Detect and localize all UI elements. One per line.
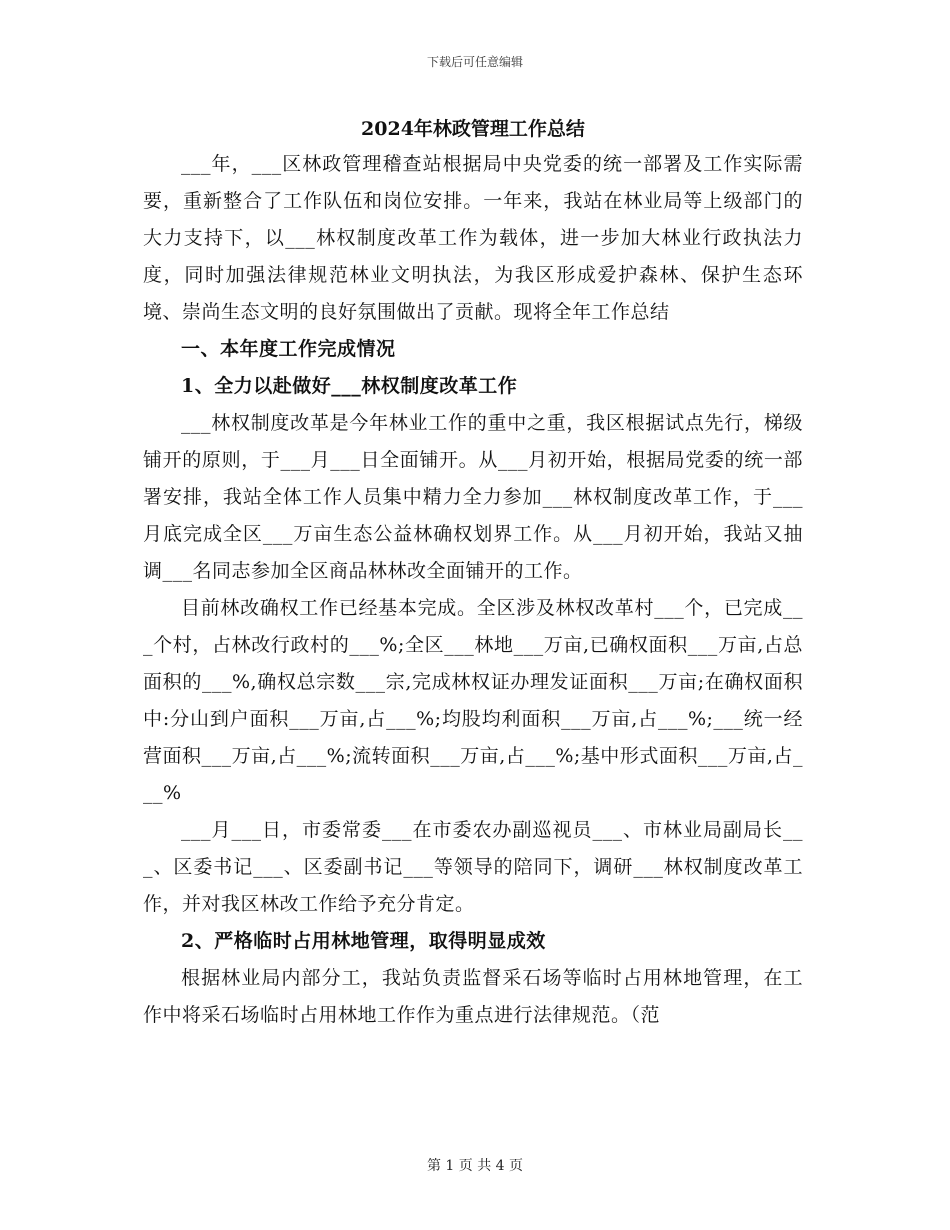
subsection-1-paragraph-2: 目前林改确权工作已经基本完成。全区涉及林权改革村___个，已完成___个村，占林改行政村的___%;全区___林地___万亩,已确权面积___万亩,占总面积的___%,确权总宗数___宗,完成林权证办理发证面积___万亩;在确权面积中:分山到户面积___万亩,占___%;均股均利面积___万亩,占___%;___统一经营面积___万亩,占___%;流转面积___万亩,占___%;基中形式面积___万亩,占___%: [143, 597, 803, 804]
document-title: 2024年林政管理工作总结: [361, 118, 585, 140]
subsection-1-paragraph-3: ___月___日，市委常委___在市委农办副巡视员___、市林业局副局长___、区委书记___、区委副书记___等领导的陪同下，调研___林权制度改革工作，并对我区林改工作给予充分肯定。: [143, 819, 803, 915]
subsection-heading-2: 2、严格临时占用林地管理，取得明显成效: [181, 930, 546, 952]
page-footer-number: 第 1 页 共 4 页: [426, 1158, 524, 1174]
page-header-note: 下载后可任意编辑: [426, 55, 523, 69]
section-heading-1: 一、本年度工作完成情况: [181, 338, 396, 360]
subsection-1-paragraph-1: ___林权制度改革是今年林业工作的重中之重，我区根据试点先行，梯级铺开的原则，于___月___日全面铺开。从___月初开始，根据局党委的统一部署安排，我站全体工作人员集中精力全力参加___林权制度改革工作，于___月底完成全区___万亩生态公益林确权划界工作。从___月初开始，我站又抽调___名同志参加全区商品林林改全面铺开的工作。: [143, 412, 803, 582]
intro-paragraph: ___年，___区林政管理稽查站根据局中央党委的统一部署及工作实际需要，重新整合了工作队伍和岗位安排。一年来，我站在林业局等上级部门的大力支持下，以___林权制度改革工作为载体，进一步加大林业行政执法力度，同时加强法律规范林业文明执法，为我区形成爱护森林、保护生态环境、崇尚生态文明的良好氛围做出了贡献。现将全年工作总结: [143, 153, 803, 323]
document-body: [143, 112, 803, 1034]
subsection-heading-1: 1、全力以赴做好___林权制度改革工作: [181, 375, 518, 397]
subsection-2-paragraph-1: 根据林业局内部分工，我站负责监督采石场等临时占用林地管理，在工作中将采石场临时占用林地工作作为重点进行法律规范。（范: [143, 967, 803, 1026]
